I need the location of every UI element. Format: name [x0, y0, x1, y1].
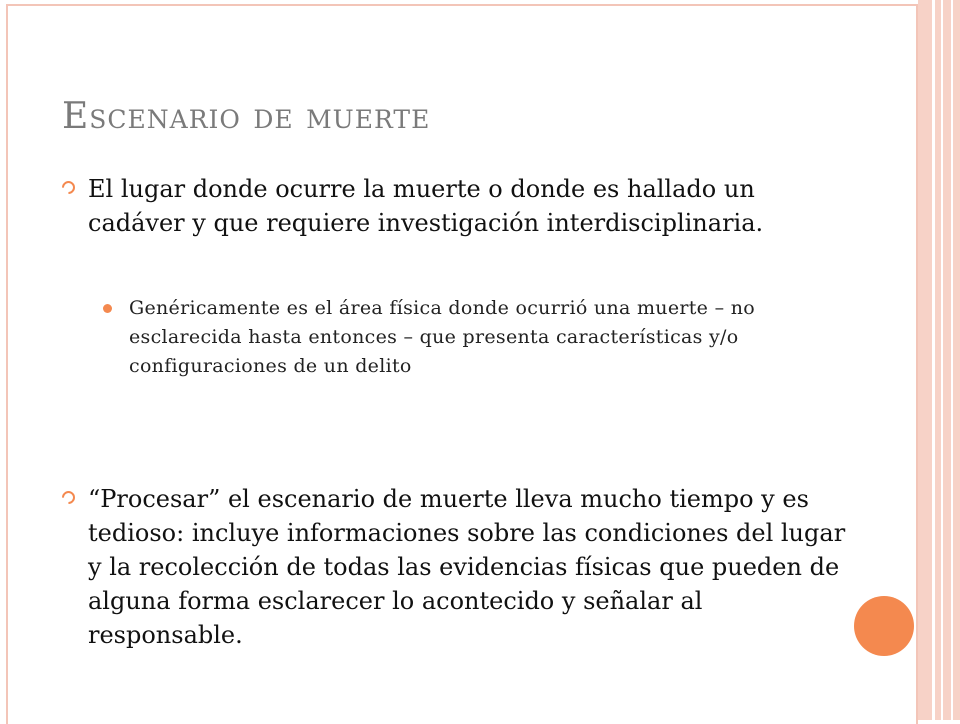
decorative-band — [943, 0, 951, 720]
sub-bullet-dot-icon — [103, 304, 112, 313]
bullet-text: El lugar donde ocurre la muerte o donde es hallado un cadáver y que requiere investigación interdisciplinaria. — [88, 175, 764, 237]
slide-title: Escenario de muerte — [62, 96, 431, 137]
bullet-item — [88, 482, 848, 652]
sub-bullet-item — [129, 294, 799, 381]
decorative-band — [918, 0, 932, 720]
decorative-circle — [854, 596, 914, 656]
bullet-text: “Procesar” el escenario de muerte lleva mucho tiempo y es tedioso: incluye informaciones sobre las condiciones del lugar y la recolección de todas las evidencias físicas que pueden de alguna forma esclarecer lo acontecido y señalar al responsable. — [88, 485, 846, 649]
decorative-band — [953, 0, 960, 720]
sub-bullet-text: Genéricamente es el área física donde ocurrió una muerte – no esclarecida hasta entonces – que presenta características y/o configuraciones de un delito — [129, 297, 755, 377]
bullet-item — [88, 172, 848, 240]
